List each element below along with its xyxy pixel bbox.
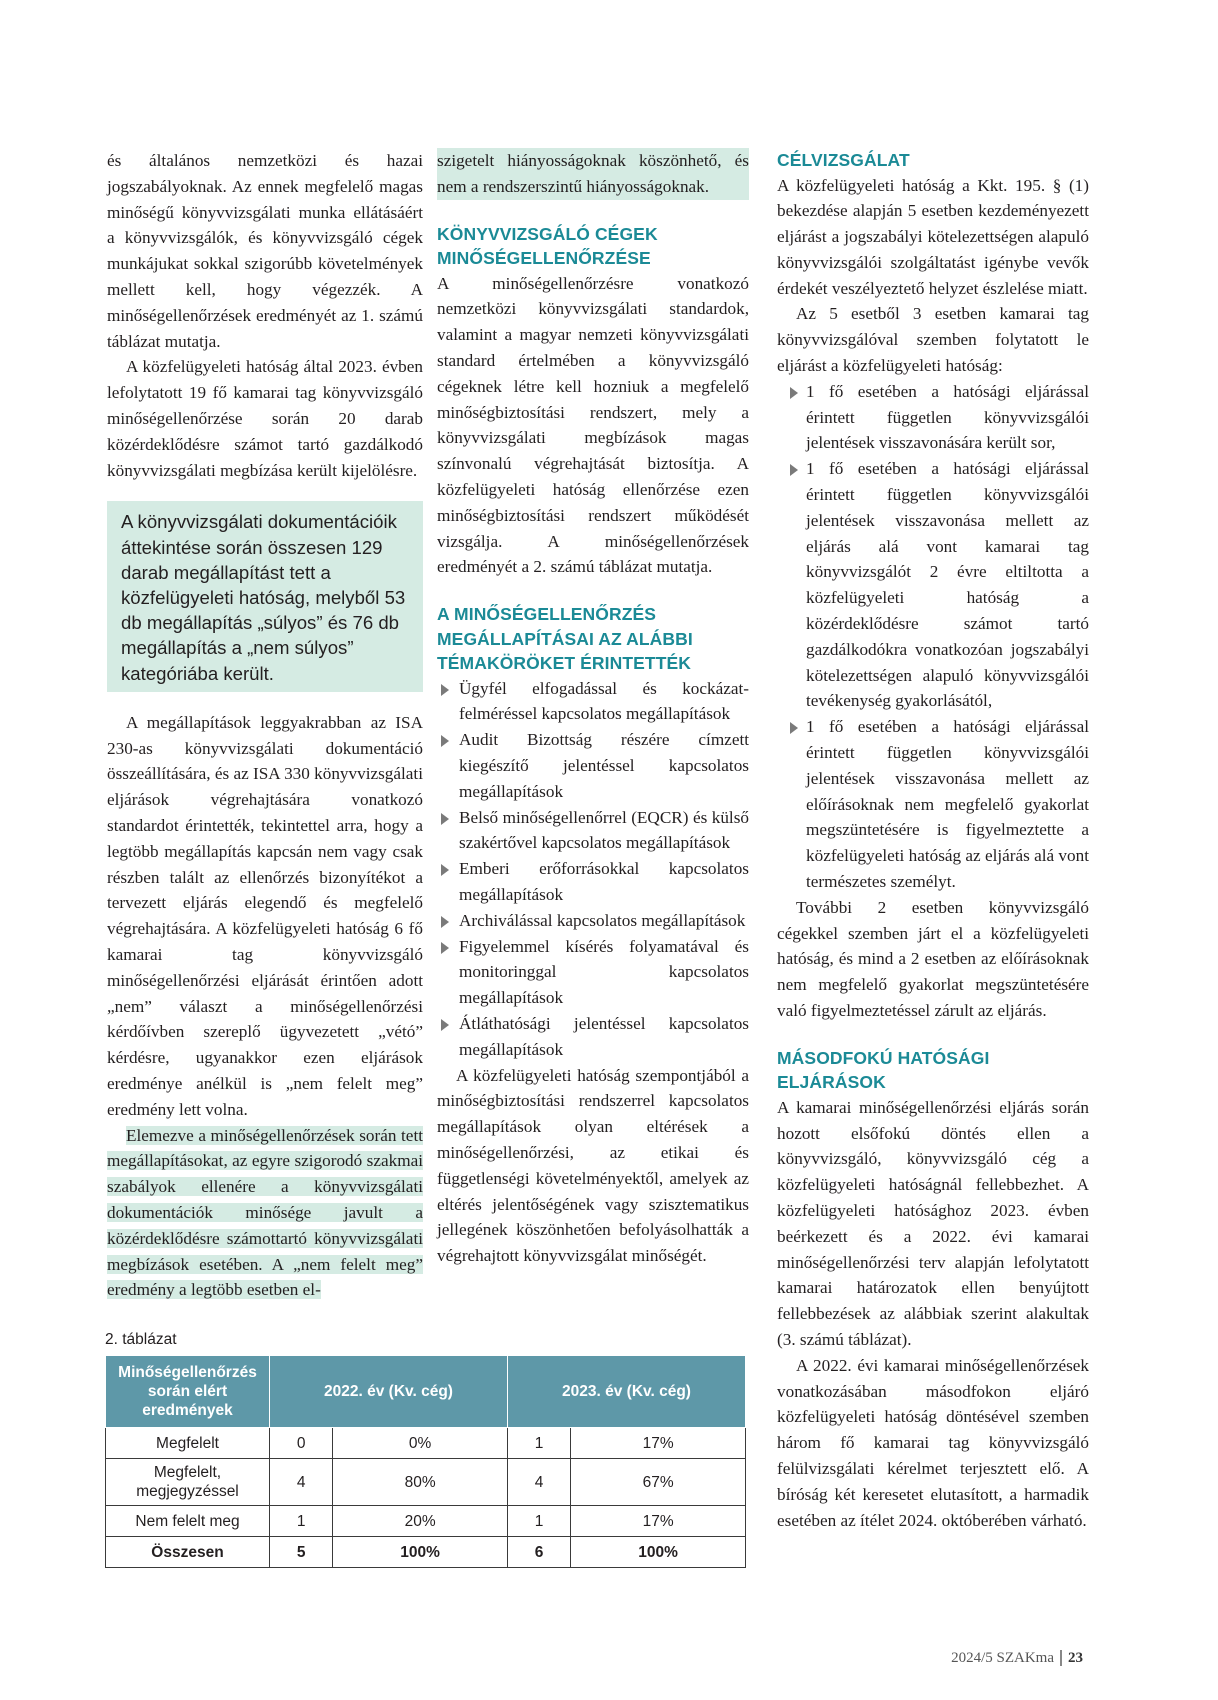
table-cell: 80%: [333, 1459, 508, 1506]
list-item: 1 fő esetében a hatósági eljárással érintett független könyvvizsgálói jelentések visszavonására került sor,: [777, 379, 1089, 456]
triangle-bullet-icon: [441, 916, 449, 928]
table-cell: 1: [270, 1506, 333, 1537]
page-number: 23: [1068, 1650, 1083, 1666]
paragraph: Az 5 esetből 3 esetben kamarai tag könyvvizsgálóval szemben folytatott le eljárást a közfelügyeleti hatóság:: [777, 304, 1089, 376]
procedure-list: [777, 379, 1089, 895]
topic-list: [437, 676, 749, 1063]
triangle-bullet-icon: [790, 464, 798, 476]
paragraph: A megállapítások leggyakrabban az ISA 230-as könyvvizsgálati dokumentáció összeállítására, és az ISA 330 könyvvizsgálati eljárások végrehajtására vonatkozó standardot érintették, tekintettel arra, hogy a legtöbb megállapítás kapcsán nem vagy csak részben talált az ellenőrzés bizonyítékot a tervezett eljárás elegendő és megfelelő végrehajtására. A közfelügyeleti hatóság 6 fő kamarai tag könyvvizsgáló minőségellenőrzési eljárását érintően adott „nem” választ a minőségellenőrzési kérdőívben szereplő ügyvezetett „vétó” kérdésre, ugyanakkor ezen eljárások eredménye anélkül is „nem felelt meg” eredmény lett volna.: [107, 712, 423, 1119]
column-right: [777, 148, 1089, 1533]
triangle-bullet-icon: [441, 813, 449, 825]
header-cell: 2023. év (Kv. cég): [507, 1356, 745, 1428]
table-cell: 100%: [571, 1537, 746, 1568]
table-cell: 0%: [333, 1428, 508, 1459]
triangle-bullet-icon: [441, 942, 449, 954]
triangle-bullet-icon: [441, 735, 449, 747]
table-caption: 2. táblázat: [105, 1331, 177, 1348]
list-item: Archiválással kapcsolatos megállapítások: [437, 908, 749, 934]
paragraph: A közfelügyeleti hatóság szempontjából a minőségbiztosítási rendszerrel kapcsolatos megállapítások olyan eltérések a minőségellenőrzési, az etikai és függetlenségi követelményektől, amelyek az eltérés jelentőségének vagy szisztematikus jellegének köszönhetően befolyásolhatták a végrehajtott könyvvizsgálat minőségét.: [437, 1065, 749, 1266]
callout-box: A könyvvizsgálati dokumentációik áttekintése során összesen 129 darab megállapítást tett a közfelügyeleti hatóság, melyből 53 db megállapítás „súlyos” és 76 db megállapítás a „nem súlyos” kategóriába került.: [107, 501, 423, 691]
header-cell: 2022. év (Kv. cég): [270, 1356, 508, 1428]
highlighted-paragraph: szigetelt hiányosságoknak köszönhető, és nem a rendszerszintű hiányosságoknak.: [437, 148, 749, 200]
table-row: [106, 1459, 746, 1506]
page-footer: [951, 1650, 1083, 1667]
paragraph: A kamarai minőségellenőrzési eljárás során hozott elsőfokú döntés ellen a könyvvizsgáló, könyvvizsgáló cég a közfelügyeleti hatóságnál fellebbezhet. A közfelügyeleti hatósághoz 2023. évben beérkezett és a 2022. évi kamarai minőségellenőrzési terv alapján lefolytatott kamarai határozatok ellen benyújtott fellebbezések az alábbiak szerint alakultak (3. számú táblázat).: [777, 1097, 1089, 1349]
table-cell: 17%: [571, 1428, 746, 1459]
paragraph: A közfelügyeleti hatóság által 2023. évben lefolytatott 19 fő kamarai tag könyvvizsgáló minőségellenőrzése során 20 darab közérdeklődésre számot tartó gazdálkodó könyvvizsgálati megbízása került kijelölésre.: [107, 357, 423, 480]
table-cell: 4: [270, 1459, 333, 1506]
results-table: [105, 1355, 746, 1568]
table-cell: 100%: [333, 1537, 508, 1568]
table-header-row: [106, 1356, 746, 1428]
list-item: Figyelemmel kísérés folyamatával és monitoringgal kapcsolatos megállapítások: [437, 934, 749, 1011]
column-left: [107, 148, 423, 1303]
table-cell: 67%: [571, 1459, 746, 1506]
table-cell: Nem felelt meg: [106, 1506, 270, 1537]
column-middle: [437, 148, 749, 1269]
table-cell: 4: [507, 1459, 570, 1506]
table-total-row: [106, 1537, 746, 1568]
triangle-bullet-icon: [790, 387, 798, 399]
paragraph: A közfelügyeleti hatóság a Kkt. 195. § (1) bekezdése alapján 5 esetben kezdeményezett eljárást a jogszabályi kötelezettségen alapuló könyvvizsgálói szolgáltatást igénybe vevők érdekét veszélyeztető helyzet észlelése miatt.: [777, 175, 1089, 298]
paragraph: és általános nemzetközi és hazai jogszabályoknak. Az ennek megfelelő magas minőségű könyvvizsgálati munka ellátásáért a könyvvizsgálók, és könyvvizsgáló cégek munkájukat sokkal szigorúbb követelmények mellett kell, hogy végezzék. A minőségellenőrzések eredményét az 1. számú táblázat mutatja.: [107, 151, 423, 351]
table-row: [106, 1506, 746, 1537]
table-cell: 0: [270, 1428, 333, 1459]
list-item: Audit Bizottság részére címzett kiegészítő jelentéssel kapcsolatos megállapítások: [437, 727, 749, 804]
section-heading: MÁSODFOKÚ HATÓSÁGI ELJÁRÁSOK: [777, 1047, 990, 1093]
triangle-bullet-icon: [441, 684, 449, 696]
section-heading: CÉLVIZSGÁLAT: [777, 150, 910, 170]
list-item: 1 fő esetében a hatósági eljárással érintett független könyvvizsgálói jelentések visszavonása mellett az eljárás alá vont kamarai tag könyvvizsgálót 2 évre eltiltotta a közfelügyeleti hatóság a közérdeklődésre számot tartó gazdálkodókra vonatkozóan jogszabályi kötelezettségen alapuló könyvvizsgálói tevékenység gyakorlásától,: [777, 456, 1089, 714]
results-table-block: [105, 1331, 746, 1568]
paragraph: További 2 esetben könyvvizsgáló cégekkel szemben járt el a közfelügyeleti hatóság, és mind a 2 esetben az előírásoknak nem megfelelő gyakorlat megszüntetésére való figyelmeztetéssel zárult az eljárás.: [777, 897, 1089, 1020]
list-item: Emberi erőforrásokkal kapcsolatos megállapítások: [437, 856, 749, 908]
triangle-bullet-icon: [790, 722, 798, 734]
table-cell: 1: [507, 1428, 570, 1459]
highlighted-paragraph: Elemezve a minőségellenőrzések során tett megállapításokat, az egyre szigorodó szakmai szabályok ellenére a könyvvizsgálati dokumentációk minősége javult a közérdeklődésre számottartó könyvvizsgálati megbízások esetében. A „nem felelt meg” eredmény a legtöbb esetben el-: [107, 1125, 423, 1300]
paragraph: A 2022. évi kamarai minőségellenőrzések vonatkozásában másodfokon eljáró közfelügyeleti hatóság döntésével szemben három fő kamarai tag könyvvizsgáló felülvizsgálati kérelmet terjesztett elő. A bíróság két keresetet elutasított, a harmadik esetében az ítélet 2024. októberében várható.: [777, 1355, 1089, 1530]
table-cell: 6: [507, 1537, 570, 1568]
triangle-bullet-icon: [441, 864, 449, 876]
table-row: [106, 1428, 746, 1459]
list-item: Átláthatósági jelentéssel kapcsolatos megállapítások: [437, 1011, 749, 1063]
table-cell: 17%: [571, 1506, 746, 1537]
table-cell: 20%: [333, 1506, 508, 1537]
divider: [1060, 1650, 1062, 1666]
section-heading: KÖNYVVIZSGÁLÓ CÉGEK MINŐSÉGELLENŐRZÉSE: [437, 223, 658, 269]
paragraph: A minőségellenőrzésre vonatkozó nemzetközi könyvvizsgálati standardok, valamint a magyar nemzeti könyvvizsgálati standard értelmében a könyvvizsgáló cégeknek létre kell hozniuk a megfelelő minőségbiztosítási rendszert, mely a könyvvizsgálati megbízások magas színvonalú végrehajtását biztosítja. A közfelügyeleti hatóság ellenőrzése ezen minőségbiztosítási rendszert működését vizsgálja. A minőségellenőrzések eredményét a 2. számú táblázat mutatja.: [437, 273, 749, 577]
table-cell: 5: [270, 1537, 333, 1568]
table-cell: 1: [507, 1506, 570, 1537]
table-cell: Megfelelt: [106, 1428, 270, 1459]
list-item: Ügyfél elfogadással és kockázat-felméréssel kapcsolatos megállapítások: [437, 676, 749, 728]
magazine-name: SZAKma: [996, 1650, 1054, 1666]
issue-number: 2024/5: [951, 1650, 993, 1666]
list-item: 1 fő esetében a hatósági eljárással érintett független könyvvizsgálói jelentések visszavonása mellett az előírásoknak nem megfelelő gyakorlat megszüntetésére is figyelmeztette a közfelügyeleti hatóság az eljárás alá vont természetes személyt.: [777, 714, 1089, 895]
table-cell: Megfelelt, megjegyzéssel: [106, 1459, 270, 1506]
section-heading: A MINŐSÉGELLENŐRZÉS MEGÁLLAPÍTÁSAI AZ ALÁBBI TÉMAKÖRÖKET ÉRINTETTÉK: [437, 604, 693, 674]
list-item: Belső minőségellenőrrel (EQCR) és külső szakértővel kapcsolatos megállapítások: [437, 805, 749, 857]
triangle-bullet-icon: [441, 1019, 449, 1031]
table-cell: Összesen: [106, 1537, 270, 1568]
header-cell: Minőségellenőrzés során elért eredmények: [106, 1356, 270, 1428]
